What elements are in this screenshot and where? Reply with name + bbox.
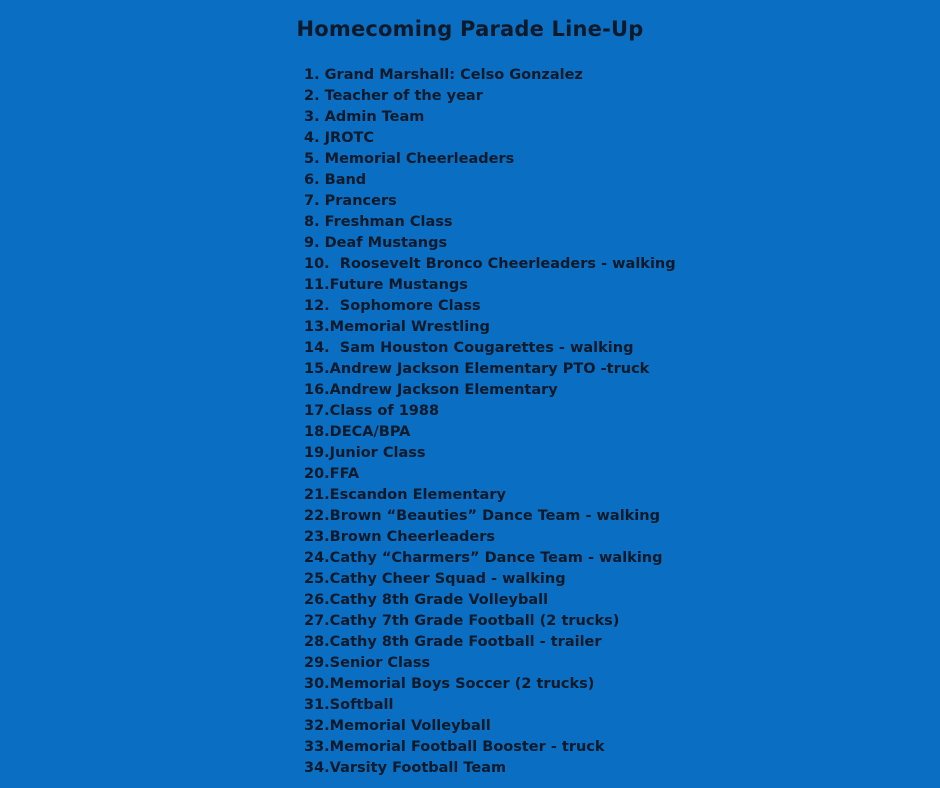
list-item: 16.Andrew Jackson Elementary <box>304 382 558 398</box>
list-item: 31.Softball <box>304 697 394 713</box>
list-item: 5. Memorial Cheerleaders <box>304 151 515 167</box>
list-item: 28.Cathy 8th Grade Football - trailer <box>304 634 602 650</box>
list-item: 9. Deaf Mustangs <box>304 235 448 251</box>
list-item: 6. Band <box>304 172 367 188</box>
list-item: 19.Junior Class <box>304 445 426 461</box>
lineup-list <box>304 65 676 779</box>
list-item: 12. Sophomore Class <box>304 298 481 314</box>
list-item: 32.Memorial Volleyball <box>304 718 491 734</box>
list-item: 17.Class of 1988 <box>304 403 440 419</box>
list-item: 13.Memorial Wrestling <box>304 319 490 335</box>
list-item: 23.Brown Cheerleaders <box>304 529 495 545</box>
list-item: 14. Sam Houston Cougarettes - walking <box>304 340 634 356</box>
list-item: 21.Escandon Elementary <box>304 487 506 503</box>
list-item: 26.Cathy 8th Grade Volleyball <box>304 592 549 608</box>
list-item: 11.Future Mustangs <box>304 277 468 293</box>
list-item: 7. Prancers <box>304 193 397 209</box>
list-item: 22.Brown “Beauties” Dance Team - walking <box>304 508 660 524</box>
list-item: 27.Cathy 7th Grade Football (2 trucks) <box>304 613 620 629</box>
list-item: 3. Admin Team <box>304 109 425 125</box>
list-item: 25.Cathy Cheer Squad - walking <box>304 571 566 587</box>
list-item: 8. Freshman Class <box>304 214 453 230</box>
list-item: 1. Grand Marshall: Celso Gonzalez <box>304 67 583 83</box>
list-item: 10. Roosevelt Bronco Cheerleaders - walking <box>304 256 676 272</box>
list-item: 24.Cathy “Charmers” Dance Team - walking <box>304 550 663 566</box>
list-item: 2. Teacher of the year <box>304 88 483 104</box>
list-item: 30.Memorial Boys Soccer (2 trucks) <box>304 676 595 692</box>
page-title: Homecoming Parade Line-Up <box>296 17 644 41</box>
list-item: 33.Memorial Football Booster - truck <box>304 739 605 755</box>
list-item: 4. JROTC <box>304 130 375 146</box>
list-item: 29.Senior Class <box>304 655 431 671</box>
list-item: 20.FFA <box>304 466 360 482</box>
list-item: 18.DECA/BPA <box>304 424 411 440</box>
list-item: 15.Andrew Jackson Elementary PTO -truck <box>304 361 650 377</box>
list-item: 34.Varsity Football Team <box>304 760 507 776</box>
